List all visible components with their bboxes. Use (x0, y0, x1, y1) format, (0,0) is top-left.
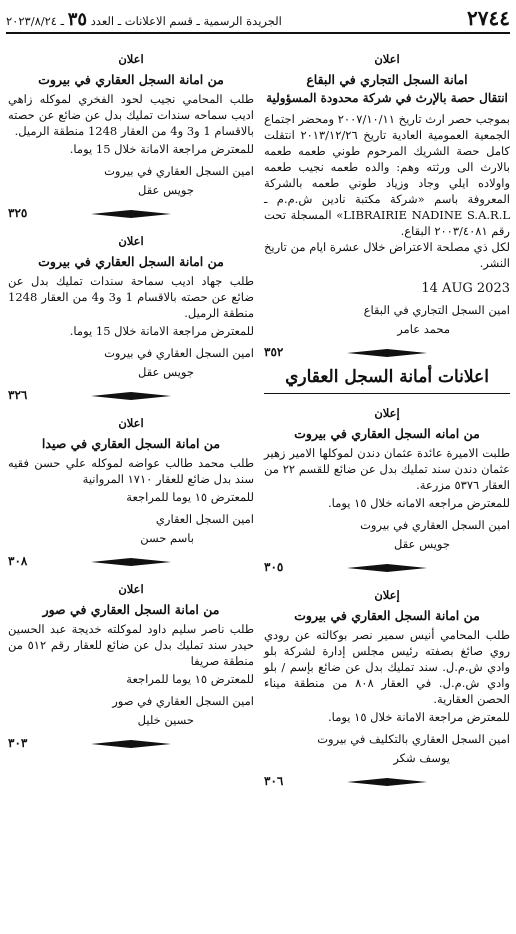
issue-number: ٣٥ (67, 9, 88, 30)
signatory-role: امين السجل العقاري (155, 512, 254, 526)
notice-number: ٣٥٢ (264, 345, 284, 359)
issue-date: ـ ٢٠٢٣/٨/٢٤ (6, 14, 65, 28)
signatory-role: امين السجل العقاري في صور (112, 694, 254, 708)
notice-footer (264, 554, 510, 576)
notice-label: اعلان (118, 52, 144, 66)
notice-realestate-beirut-4 (8, 234, 254, 404)
notice-objection: لكل ذي مصلحة الاعتراض خلال عشرة ايام من تاريخ النشر. (264, 240, 510, 270)
signatory-name: باسم حسن (140, 531, 194, 545)
notice-office: من امانة السجل العقاري في صور (42, 602, 220, 617)
signatory-role: امين السجل التجاري في البقاع (363, 303, 510, 317)
notice-footer (264, 768, 510, 790)
divider-ornament (91, 210, 171, 218)
notice-objection: للمعترض مراجعه الامانه خلال ١٥ يوما. (328, 496, 510, 510)
notice-realestate-tyre (8, 582, 254, 752)
notice-objection: للمعترض مراجعة الامانة خلال ١٥ يوما. (328, 710, 510, 724)
page-header (6, 4, 510, 34)
signatory-name: جويس عقل (138, 183, 194, 197)
notice-objection: للمعترض مراجعة الامانة خلال 15 يوما. (69, 142, 254, 156)
notice-office: من امانة السجل العقاري في صيدا (41, 436, 221, 451)
section-title: اعلانات أمانة السجل العقاري (264, 367, 510, 394)
notice-subtitle: انتقال حصة بالإرث في شركة محدودة المسؤولية (266, 91, 508, 105)
notice-commercial-bekaa (264, 52, 510, 361)
notice-office: من امانة السجل العقاري في بيروت (294, 608, 480, 623)
notice-realestate-beirut-1 (264, 406, 510, 576)
notice-footer (264, 339, 510, 361)
notice-body: طلب جهاد اديب سماحة سندات تمليك بدل عن ضائع عن حصته بالاقسام 1 و3 و4 من العقار 1248 منطقة الرميل. (8, 274, 254, 320)
notice-label: اعلان (374, 52, 400, 66)
divider-ornament (347, 778, 427, 786)
notice-body: طلب المحامي أنيس سمير نصر بوكالته عن رودي روي صائغ بصفته رئيس مجلس إدارة لشركة بلو وادي ش.م.ل. سند تمليك بدل عن ضائع بإسم / بلو وادي ش.م.ل. في العقار ٨٠٨ من منطقة ميناء الحصن العقارية. (264, 628, 510, 706)
divider-ornament (91, 740, 171, 748)
notice-objection: للمعترض ١٥ يوما للمراجعة (126, 672, 254, 686)
divider-ornament (91, 558, 171, 566)
notice-number: ٣٢٦ (8, 388, 28, 402)
notice-label: إعلان (374, 588, 400, 602)
notice-objection: للمعترض مراجعة الامانة خلال 15 يوما. (69, 324, 254, 338)
notice-office: من امانة السجل العقاري في بيروت (38, 254, 224, 269)
signatory-role: امين السجل العقاري بالتكليف في بيروت (317, 732, 510, 746)
notice-objection: للمعترض ١٥ يوما للمراجعة (126, 490, 254, 504)
signatory-name: محمد عامر (397, 322, 450, 336)
signatory-role: امين السجل العقاري في بيروت (104, 164, 254, 178)
signatory-role: امين السجل العقاري في بيروت (360, 518, 510, 532)
notice-office: من امانه السجل العقاري في بيروت (294, 426, 480, 441)
signatory-name: جويس عقل (138, 365, 194, 379)
notice-body: طلب ناصر سليم داود لموكلته خديجة عبد الحسين حيدر سند تمليك بدل عن ضائع للعقار رقم ٥١٢ من منطقة صريفا (8, 622, 254, 668)
gazette-title: الجريدة الرسمية ـ قسم الاعلانات ـ العدد (90, 14, 282, 28)
page-number: ٢٧٤٤ (467, 6, 510, 30)
notice-footer (8, 730, 254, 752)
divider-ornament (347, 564, 427, 572)
signatory-name: حسين خليل (137, 713, 194, 727)
left-column (8, 40, 254, 926)
notice-number: ٣٢٥ (8, 206, 28, 220)
divider-ornament (347, 349, 427, 357)
notice-footer (8, 200, 254, 222)
notice-number: ٣٠٥ (264, 560, 284, 574)
notice-number: ٣٠٦ (264, 774, 284, 788)
notice-footer (8, 548, 254, 570)
notice-label: إعلان (374, 406, 400, 420)
divider-ornament (91, 392, 171, 400)
notice-label: اعلان (118, 416, 144, 430)
notice-office: امانة السجل التجاري في البقاع (306, 72, 468, 87)
notice-number: ٣٠٨ (8, 554, 28, 568)
notice-realestate-beirut-2 (264, 588, 510, 790)
notice-body: طلبت الاميرة عائدة عثمان دندن لموكلها الامير زهير عثمان دندن سند تمليك بدل عن ضائع للقسم ٢٢ من العقار ٥٣٧٦ مزرعة. (264, 446, 510, 492)
signatory-name: جويس عقل (394, 537, 450, 551)
notice-footer (8, 382, 254, 404)
notice-realestate-saida (8, 416, 254, 570)
notice-label: اعلان (118, 582, 144, 596)
notice-realestate-beirut-3 (8, 52, 254, 222)
right-column (264, 40, 510, 926)
notice-office: من امانة السجل العقاري في بيروت (38, 72, 224, 87)
notice-number: ٣٠٣ (8, 736, 28, 750)
notice-body: طلب محمد طالب عواضه لموكله علي حسن فقيه سند بدل ضائع للعقار ١٧١٠ المروانية (8, 456, 254, 486)
notice-body: بموجب حصر ارث تاريخ ٢٠٠٧/١٠/١١ ومحضر اجتماع الجمعية العمومية العادية تاريخ ٢٠١٣/١٢/٢٦ انتقلت كامل حصة الشريك المرحوم طوني طعمه طعمه بالارث الى ورثته وهم: والده طعمه نجيب طعمه واولاده ايلي وجاد وزياد طوني طعمه بالشركة المعروفة باسم «شركة مكتبة نادين ش.م.م ـ LIBRAIRIE NADINE S.A.R.L» المسجلة تحت رقم ٢٠٠٣/٤٠٨١ البقاع. (264, 112, 510, 238)
signatory-name: يوسف شكر (393, 751, 450, 765)
notice-date: 14 AUG 2023 (421, 281, 510, 296)
notice-label: اعلان (118, 234, 144, 248)
signatory-role: امين السجل العقاري في بيروت (104, 346, 254, 360)
notice-body: طلب المحامي نجيب لحود الفخري لموكله زاهي اديب سماحه سندات تمليك بدل عن ضائع عن حصته بالاقسام 1 و3 و4 من العقار 1248 منطقة الرميل. (8, 92, 254, 138)
gazette-header-text (6, 9, 282, 30)
